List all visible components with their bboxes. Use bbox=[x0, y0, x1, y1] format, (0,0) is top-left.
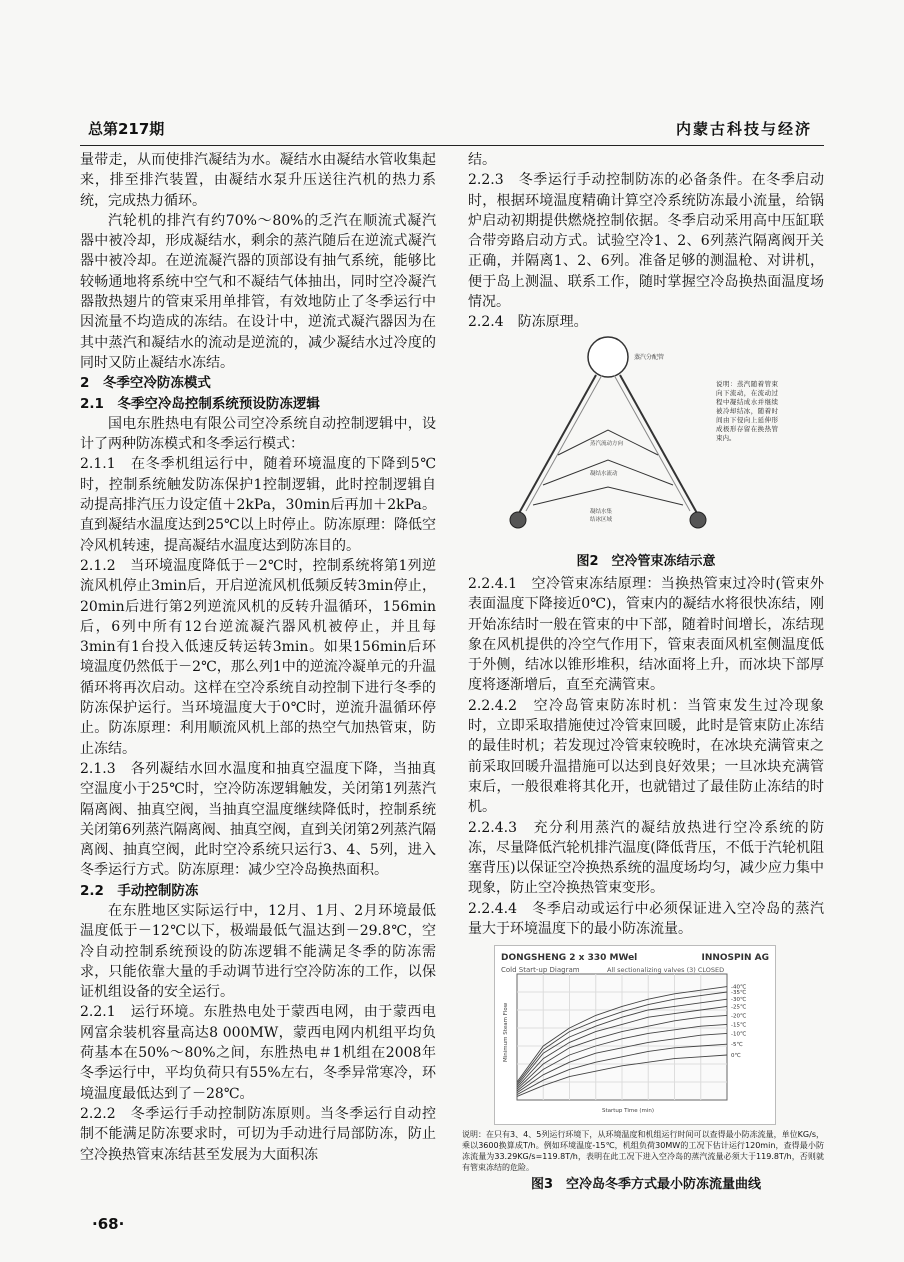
series-label: -25℃ bbox=[731, 1004, 747, 1011]
left-condensate-header bbox=[510, 512, 526, 528]
left-tube bbox=[518, 375, 596, 515]
figure-3 bbox=[494, 945, 776, 1125]
fig2-bottom-label2: 结冰区域 bbox=[590, 516, 613, 523]
fig3-subtitle: Cold Start-up Diagram bbox=[501, 966, 580, 975]
y-axis-label: Minimum Steam Flow bbox=[503, 1003, 509, 1063]
section-heading: 2.2 手动控制防冻 bbox=[80, 882, 199, 899]
paragraph: 2.2.4.1 空冷管束冻结原理：当换热管束过冷时(管束外表面温度下降接近0℃)，管束内的凝结水将很快冻结，刚开始冻结时一般在管束的中下部，随着时间增长，冻结现象在风机提供的冷空气作用下，管束表面风机室侧温度低于外侧，结冰以锥形堆积，结冰面将上升，而冰块下部厚度将逐渐增后，直至充满管束。 bbox=[468, 575, 824, 694]
paragraph: 2.2.2 冬季运行手动控制防冻原则。当冬季运行自动控制不能满足防冻要求时，可切为手动进行局部防冻，防止空冷换热管束冻结甚至发展为大面积冻 bbox=[80, 1105, 436, 1163]
page-number: ·68· bbox=[92, 1215, 125, 1233]
left-column bbox=[80, 150, 436, 1165]
paragraph: 结。 bbox=[468, 152, 496, 168]
series-label: -40℃ bbox=[731, 984, 747, 991]
paragraph: 2.2.4.4 冬季启动或运行中必须保证进入空冷岛的蒸汽量大于环境温度下的最小防冻流量。 bbox=[468, 900, 824, 938]
series-label: -10℃ bbox=[731, 1031, 747, 1038]
figure-2 bbox=[468, 335, 824, 550]
section-heading: 2.1 冬季空冷岛控制系统预设防冻逻辑 bbox=[80, 395, 320, 412]
paragraph: 汽轮机的排汽有约70%～80%的乏汽在顺流式凝汽器中被冷却，形成凝结水，剩余的蒸汽随后在逆流式凝汽器中被冷却。在逆流凝汽器的顶部设有抽气系统，能够比较畅通地将系统中空气和不凝结气体抽出，同时空冷凝汽器散热翅片的管束采用单排管，有效地防止了冬季运行中因流量不均造成的冻结。在设计中，逆流式凝汽器因为在其中蒸汽和凝结水的流动是逆流的，减少凝结水过冷度的同时又防止凝结水冻结。 bbox=[80, 212, 436, 371]
series-label: -15℃ bbox=[731, 1022, 747, 1029]
min-flow-chart bbox=[495, 968, 773, 1122]
paragraph: 2.2.4 防冻原理。 bbox=[468, 314, 588, 331]
paragraph: 2.1.3 各列凝结水回水温度和抽真空温度下降，当抽真空温度小于25℃时，空冷防冻逻辑触发，关闭第1列蒸汽隔离阀、抽真空阀，当抽真空温度继续降低时，控制系统关闭第6列蒸汽隔离阀、抽真空阀，直到关闭第2列蒸汽隔离阀、抽真空阀，此时空冷系统只运行3、4、5列，进入冬季运行方式。防冻原理：减少空冷岛换热面积。 bbox=[80, 760, 436, 879]
paragraph: 2.1.2 当环境温度降低于－2℃时，控制系统将第1列逆流风机停止3min后，开启逆流风机低频反转3min停止，20min后进行第2列逆流风机的反转升温循环，156min后，6列中所有12台逆流凝汽器风机被停止，并且每3min有1台投入低速反转运转3min。如果156min后环境温度仍然低于－2℃，那么列1中的逆流冷凝单元的升温循环将再次启动。这样在空冷系统自动控制下进行冬季的防冻保护运行。当环境温度大于0℃时，逆流升温循环停止。防冻原理：利用顺流风机上部的热空气加热管束，防止冻结。 bbox=[80, 557, 436, 757]
journal-title: 内蒙古科技与经济 bbox=[675, 120, 812, 138]
fig2-top-label: 蒸汽分配管 bbox=[634, 353, 665, 361]
figure-3-caption: 图3 空冷岛冬季方式最小防冻流量曲线 bbox=[530, 1177, 762, 1193]
fig2-bottom-label1: 凝结水集 bbox=[590, 508, 613, 515]
paragraph: 国电东胜热电有限公司空冷系统自动控制逻辑中，设计了两种防冻模式和冬季运行模式： bbox=[80, 415, 436, 453]
paragraph: 在东胜地区实际运行中，12月、1月、2月环境最低温度低于－12℃以下，极端最低气温达到－29.8℃，空冷自动控制系统预设的防冻逻辑不能满足冬季的防冻需求，只能依靠大量的手动调节进行空冷防冻的工作，以保证机组设备的安全运行。 bbox=[80, 902, 436, 1001]
steam-header-circle bbox=[588, 337, 628, 377]
series-label: -35℃ bbox=[731, 990, 747, 997]
series-label: 0℃ bbox=[731, 1053, 741, 1060]
series-label: -20℃ bbox=[731, 1013, 747, 1020]
fig3-title-left: DONGSHENG 2 x 330 MWel bbox=[501, 953, 638, 964]
paragraph: 2.2.3 冬季运行手动控制防冻的必备条件。在冬季启动时，根据环境温度精确计算空冷系统防冻最小流量，给锅炉启动初期提供燃烧控制依据。冬季启动采用高中压缸联合带旁路启动方式。试验空冷1、2、6列蒸汽隔离阀开关正确，并隔离1、2、6列。准备足够的测温枪、对讲机，便于岛上测温、联系工作，随时掌握空冷岛换热面温度场情况。 bbox=[468, 172, 824, 311]
paragraph: 2.2.4.3 充分利用蒸汽的凝结放热进行空冷系统的防冻，尽量降低汽轮机排汽温度(降低背压，不低于汽轮机阻塞背压)以保证空冷换热系统的温度场均匀，减少应力集中现象，防止空冷换热管束变形。 bbox=[468, 819, 824, 897]
right-mid-text bbox=[468, 574, 824, 939]
right-tube-inner bbox=[614, 375, 690, 511]
right-condensate-header bbox=[690, 512, 706, 528]
series-label: -30℃ bbox=[731, 997, 747, 1004]
flow-arrow-3 bbox=[533, 487, 683, 505]
journal-issue: 总第217期 bbox=[88, 120, 165, 138]
right-top-text bbox=[468, 150, 824, 333]
paragraph: 2.1.1 在冬季机组运行中，随着环境温度的下降到5℃时，控制系统触发防冻保护1控制逻辑，此时控制逻辑自动提高排汽压力设定值＋2kPa，30min后再加＋2kPa。直到凝结水温度达到25℃以上时停止。防冻原理：降低空冷风机转速，提高凝结水温度达到防冻目的。 bbox=[80, 456, 436, 554]
header-rule bbox=[80, 145, 824, 146]
fig3-note: 说明：在只有3、4、5列运行环境下，从环境温度和机组运行时间可以查得最小防冻流量，单位KG/s，乘以3600换算成T/h。例如环境温度-15℃，机组负荷30MW的工况下估计运行120min，查得最小防冻流量为33.29KG/s=119.8T/h，表明在此工况下进入空冷岛的蒸汽流量必须大于119.8T/h，否则就有管束冻结的危险。 bbox=[462, 1130, 824, 1173]
section-heading: 2 冬季空冷防冻模式 bbox=[80, 375, 211, 392]
paragraph: 2.2.4.2 空冷岛管束防冻时机：当管束发生过冷现象时，立即采取措施使过冷管束回暖，此时是管束防止冻结的最佳时机；若发现过冷管束较晚时，在冰块充满管束之前采取回暖升温措施可以达到良好效果；一旦冰块充满管束后，一般很难将其化开，也就错过了最佳防止冻结的时机。 bbox=[468, 697, 824, 816]
fig2-note: 说明：蒸汽随着管束向下流动，在流动过程中凝结成水并继续被冷却结冰，随着时间由下侵向上延伸形成极形存留在换热管束内。 bbox=[716, 379, 778, 442]
paragraph: 2.2.1 运行环境。东胜热电处于蒙西电网，由于蒙西电网富余装机容量高达8 000MW，蒙西电网内机组平均负荷基本在50%～80%之间，东胜热电＃1机组在2008年冬季运行中，平均负荷只有55%左右，冬季异常寒冷，环境温度最低达到了－28℃。 bbox=[80, 1004, 436, 1102]
tube-freezing-diagram bbox=[498, 335, 718, 540]
fig2-mid-label2: 凝结水流动 bbox=[590, 470, 618, 477]
fig2-mid-label1: 蒸汽流动方向 bbox=[590, 440, 624, 447]
figure-2-caption: 图2 空冷管束冻结示意 bbox=[576, 553, 716, 569]
fig3-subtitle2: All sectionalizing valves (3) CLOSED bbox=[607, 966, 725, 975]
series-label: -5℃ bbox=[731, 1042, 743, 1049]
paragraph: 量带走，从而使排汽凝结为水。凝结水由凝结水管收集起来，排至排汽装置，由凝结水泵升压送往汽机的热力系统，完成热力循环。 bbox=[80, 152, 436, 209]
x-axis-label: Startup Time (min) bbox=[602, 1108, 655, 1115]
right-tube bbox=[620, 375, 698, 515]
right-column bbox=[462, 150, 824, 1198]
fig3-title-right: INNOSPIN AG bbox=[701, 953, 769, 964]
